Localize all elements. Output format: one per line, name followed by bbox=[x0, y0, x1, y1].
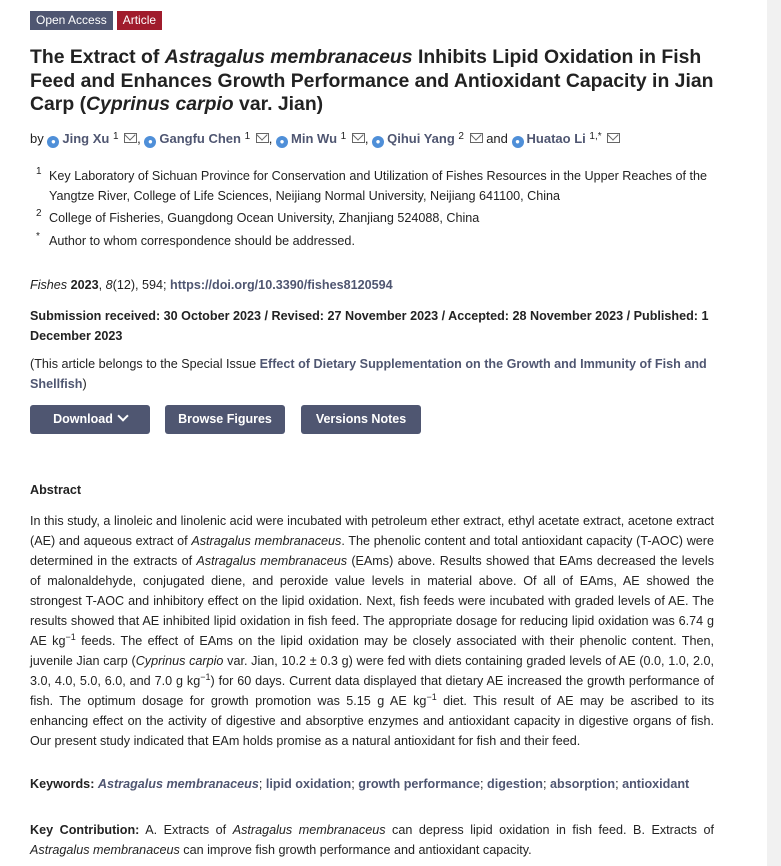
versions-notes-label: Versions Notes bbox=[315, 412, 407, 426]
title-species: Cyprinus carpio bbox=[86, 93, 234, 115]
abstract-span: feeds. The effect of EAms on the lipid oxidation may be closely associated with their phenolic content. Then, juvenile Jian carp ( bbox=[30, 634, 714, 668]
download-button[interactable] bbox=[30, 405, 150, 434]
abstract-text bbox=[30, 511, 714, 751]
affiliation-item bbox=[30, 208, 720, 228]
versions-notes-button[interactable] bbox=[301, 405, 421, 434]
title-text: The Extract of bbox=[30, 46, 165, 68]
special-issue-prefix: (This article belongs to the Special Issue bbox=[30, 357, 260, 371]
species-name: Cyprinus carpio bbox=[135, 654, 224, 668]
citation-line: Fishes 2023, 8(12), 594; https://doi.org/10.3390/fishes8120594 bbox=[30, 278, 393, 292]
email-icon[interactable] bbox=[124, 133, 137, 143]
article-title bbox=[30, 46, 720, 117]
species-name: Astragalus membranaceus bbox=[196, 554, 348, 568]
author-profile-icon: ● bbox=[512, 136, 524, 148]
key-contribution-section bbox=[30, 820, 714, 860]
exponent: −1 bbox=[200, 671, 211, 682]
exponent: −1 bbox=[65, 631, 76, 642]
author-profile-icon: ● bbox=[47, 136, 59, 148]
author-name[interactable]: Qihui Yang bbox=[387, 131, 455, 146]
keywords-label: Keywords: bbox=[30, 777, 95, 791]
author-name[interactable]: Huatao Li bbox=[526, 131, 586, 146]
citation-issue: (12), 594; bbox=[112, 278, 171, 292]
author-affiliation-sup: 1 bbox=[340, 131, 347, 142]
affiliation-item bbox=[30, 166, 720, 206]
abstract-span: In this study, a linoleic and linolenic acid were incubated with petroleum ether extract, ethyl acetate extract, acetone extract (AE) and aqueous extract of bbox=[30, 514, 714, 548]
citation-year: 2023 bbox=[70, 278, 99, 292]
keyword-link[interactable]: absorption bbox=[550, 777, 616, 791]
title-text: var. Jian) bbox=[233, 93, 324, 115]
title-text: Inhibits Lipid Oxidation in Fish Feed and Enhances Growth Performance and Antioxidant Capacity in Jian Carp ( bbox=[30, 46, 714, 115]
author-affiliation-sup: 1,* bbox=[589, 131, 602, 142]
journal-name: Fishes bbox=[30, 278, 68, 292]
affiliation-text: College of Fisheries, Guangdong Ocean University, Zhanjiang 524088, China bbox=[49, 211, 480, 225]
article-type-badge: Article bbox=[117, 11, 162, 30]
download-label: Download bbox=[53, 412, 113, 426]
author-profile-icon: ● bbox=[144, 136, 156, 148]
abstract-heading: Abstract bbox=[30, 483, 82, 497]
open-access-badge[interactable]: Open Access bbox=[30, 11, 113, 30]
author-item[interactable] bbox=[512, 131, 621, 146]
author-profile-icon: ● bbox=[276, 136, 288, 148]
email-icon[interactable] bbox=[352, 133, 365, 143]
keyword-link[interactable]: antioxidant bbox=[622, 777, 690, 791]
author-item[interactable]: ● Gangfu Chen $^1$ , bbox=[144, 131, 272, 146]
keyword-link[interactable]: Astragalus membranaceus bbox=[97, 777, 259, 791]
affiliation-text: Author to whom correspondence should be addressed. bbox=[49, 234, 355, 248]
browse-figures-label: Browse Figures bbox=[178, 412, 272, 426]
keyword-link[interactable]: growth performance bbox=[358, 777, 481, 791]
author-item[interactable] bbox=[372, 131, 482, 146]
article-badges bbox=[30, 11, 162, 30]
author-profile-icon: ● bbox=[372, 136, 384, 148]
abstract-span: var. Jian, 10.2 ± 0.3 g) were fed with diets containing graded levels of AE (0.0, 1.0, 2.0, 3.0, 4.0, 5.0, 6.0, and 7.0 g kg bbox=[30, 654, 714, 688]
key-contribution-label: Key Contribution: bbox=[30, 823, 140, 837]
chevron-down-icon bbox=[117, 410, 128, 421]
title-species: Astragalus membranaceus bbox=[164, 46, 413, 68]
affiliation-text: Key Laboratory of Sichuan Province for Conservation and Utilization of Fishes Resources in the Upper Reaches of the Yangtze River, College of Life Sciences, Neijiang Normal University, Neijiang 641100, China bbox=[49, 169, 708, 203]
author-affiliation-sup: 1 bbox=[112, 131, 119, 142]
email-icon[interactable] bbox=[256, 133, 269, 143]
email-icon[interactable] bbox=[470, 133, 483, 143]
species-name: Astragalus membranaceus bbox=[30, 843, 180, 857]
author-affiliation-sup: 2 bbox=[458, 131, 464, 142]
abstract-span: (EAms) above. Results showed that EAms decreased the levels of malonaldehyde, conjugated diene, and peroxide value levels in material above. Of all of EAms, AE showed the strongest T-AOC and inhibitory effect on the lipid oxidation. Next, fish feeds were incubated with graded levels of AE. The results showed that AE inhibited lipid oxidation in fish feed. The appropriate dosage for reducing lipid oxidation was 6.74 g AE kg bbox=[30, 554, 715, 648]
and-label: and bbox=[486, 131, 508, 146]
doi-link[interactable]: https://doi.org/10.3390/fishes8120594 bbox=[170, 278, 393, 292]
author-item[interactable]: ● Jing Xu $^1$ , bbox=[47, 131, 140, 146]
author-item[interactable]: ● Min Wu $^1$ , bbox=[276, 131, 368, 146]
abstract-span: diet. This result of AE may be ascribed to its enhancing effect on the activity of digestive and absorptive enzymes and antioxidant capacity in digestive organs of fish. Our present study indicated that EAm holds promise as a natural antioxidant for fish and their feed. bbox=[30, 694, 715, 748]
key-contribution-span: can improve fish growth performance and antioxidant capacity. bbox=[179, 843, 532, 857]
publication-dates: Submission received: 30 October 2023 / Revised: 27 November 2023 / Accepted: 28 November 2023 / Published: 1 December 2023 bbox=[30, 309, 709, 343]
special-issue-link[interactable]: Effect of Dietary Supplementation on the Growth and Immunity of Fish and Shellfish bbox=[30, 357, 707, 391]
page-scrollbar[interactable] bbox=[767, 0, 781, 866]
keyword-link[interactable]: digestion bbox=[487, 777, 543, 791]
affiliation-number: * bbox=[36, 231, 40, 242]
email-icon[interactable] bbox=[607, 133, 620, 143]
author-list bbox=[30, 128, 720, 148]
special-issue-note bbox=[30, 354, 720, 394]
action-buttons bbox=[30, 405, 421, 434]
exponent: −1 bbox=[426, 691, 437, 702]
abstract-span: . The phenolic content and total antioxidant capacity (T-AOC) were determined in the extracts of bbox=[30, 534, 714, 568]
browse-figures-button[interactable] bbox=[165, 405, 285, 434]
key-contribution-span: can depress lipid oxidation in fish feed. B. Extracts of bbox=[385, 823, 714, 837]
keywords-section: Keywords: Astragalus membranaceus; lipid oxidation; growth performance; digestion; absorption; antioxidant bbox=[30, 777, 690, 791]
species-name: Astragalus membranaceus bbox=[232, 823, 386, 837]
author-name[interactable]: Gangfu Chen bbox=[159, 131, 241, 146]
affiliation-number: 2 bbox=[36, 208, 42, 219]
author-name[interactable]: Jing Xu bbox=[62, 131, 110, 146]
species-name: Astragalus membranaceus bbox=[191, 534, 342, 548]
key-contribution-span: A. Extracts of bbox=[139, 823, 233, 837]
affiliation-number: 1 bbox=[36, 166, 42, 177]
citation-volume: 8 bbox=[105, 278, 113, 292]
author-name[interactable]: Min Wu bbox=[291, 131, 338, 146]
keyword-link[interactable]: lipid oxidation bbox=[265, 777, 352, 791]
author-affiliation-sup: 1 bbox=[244, 131, 251, 142]
special-issue-suffix: ) bbox=[82, 377, 87, 391]
affiliation-item bbox=[30, 231, 720, 251]
by-label: by bbox=[30, 131, 44, 146]
abstract-span: ) for 60 days. Current data displayed that dietary AE increased the growth performance of fish. The optimum dosage for growth promotion was 5.15 g AE kg bbox=[30, 674, 714, 708]
